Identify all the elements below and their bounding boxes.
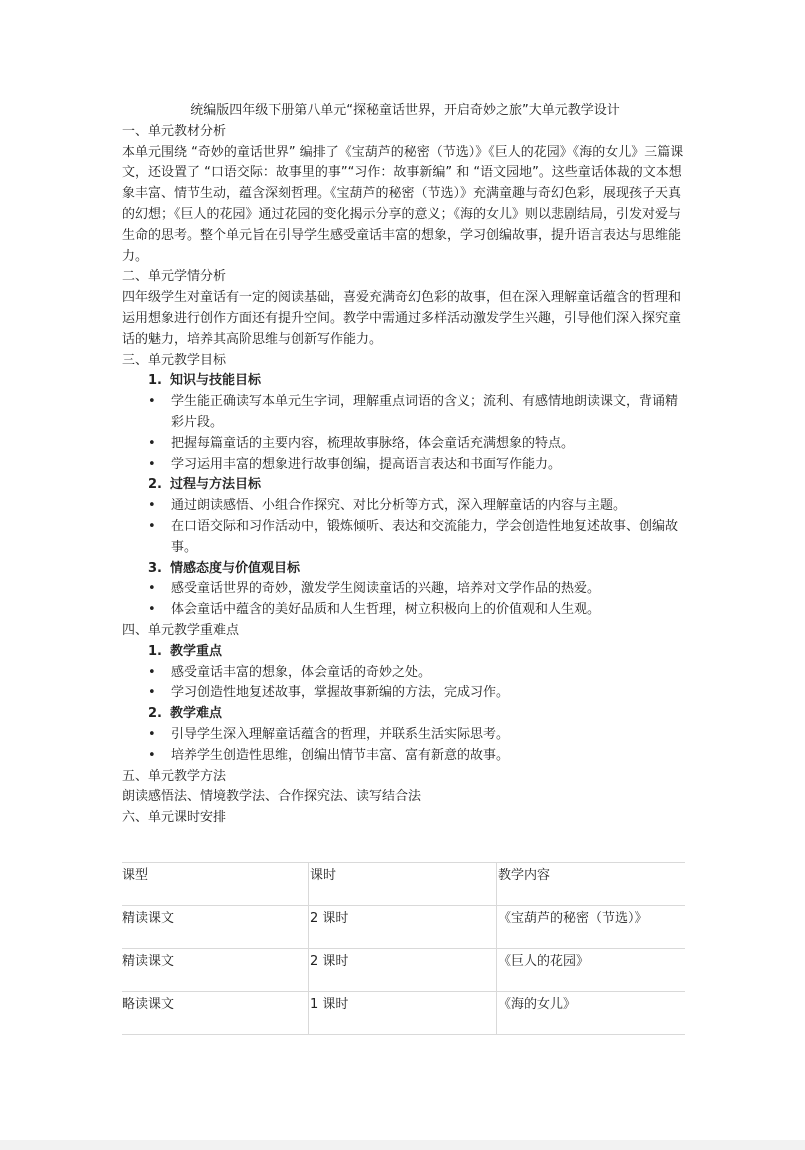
table-header-cell: 课时 [309,863,497,906]
table-cell: 2 课时 [309,949,497,992]
section-paragraph: 本单元围绕 “奇妙的童话世界” 编排了《宝葫芦的秘密（节选）》《巨人的花园》《海的女儿》三篇课文，还设置了 “口语交际：故事里的事”“习作：故事新编” 和 “语文园地”。这些童话体裁的文本想象丰富、情节生动，蕴含深刻哲理。《宝葫芦的秘密（节选）》充满童趣与奇幻色彩，展现孩子天真的幻想；《巨人的花园》通过花园的变化揭示分享的意义；《海的女儿》则以悲剧结局，引发对爱与生命的思考。整个单元旨在引导学生感受童话丰富的想象，学习创编故事，提升语言表达与思维能力。 [122,144,684,264]
document-title: 统编版四年级下册第八单元“探秘童话世界，开启奇妙之旅”大单元教学设计 [190,103,620,118]
list-item: • 在口语交际和习作活动中，锻炼倾听、表达和交流能力，学会创造性地复述故事、创编故事。 [122,517,688,559]
subheading-number: 3. [148,560,162,576]
subheading-label: 情感态度与价值观目标 [170,560,301,576]
table-cell: 《宝葫芦的秘密（节选）》 [497,906,686,949]
subheading [122,704,688,725]
table-cell: 略读课文 [122,992,309,1035]
subheading-label: 过程与方法目标 [170,477,262,493]
table-cell: 《巨人的花园》 [497,949,686,992]
list-item: • 培养学生创造性思维，创编出情节丰富、富有新意的故事。 [122,746,688,767]
table-cell: 1 课时 [309,992,497,1035]
list-item: • 体会童话中蕴含的美好品质和人生哲理，树立积极向上的价值观和人生观。 [122,600,688,621]
table-row [122,949,685,992]
bullet-list [122,579,688,621]
bullet-list [122,392,688,475]
list-item: • 感受童话世界的奇妙，激发学生阅读童话的兴趣，培养对文学作品的热爱。 [122,579,688,600]
list-item: • 学生能正确读写本单元生字词，理解重点词语的含义；流利、有感情地朗读课文，背诵精彩片段。 [122,392,688,434]
table-header-cell: 课型 [122,863,309,906]
list-item: • 通过朗读感悟、小组合作探究、对比分析等方式，深入理解童话的内容与主题。 [122,496,688,517]
section-heading: 一、单元教材分析 [122,123,227,139]
section-heading: 二、单元学情分析 [122,269,227,285]
subheading [122,475,688,496]
table-cell: 精读课文 [122,949,309,992]
section-heading: 四、单元教学重难点 [122,622,240,638]
section-paragraph: 朗读感悟法、情境教学法、合作探究法、读写结合法 [122,789,422,805]
subheading-number: 2. [148,706,162,722]
table-cell: 《海的女儿》 [497,992,686,1035]
subheading [122,642,688,663]
subheading-number: 2. [148,477,162,493]
table-header-row [122,863,685,906]
subheading-label: 教学难点 [170,706,223,722]
bullet-list [122,496,688,558]
section-heading: 五、单元教学方法 [122,768,227,784]
section-heading: 六、单元课时安排 [122,810,227,826]
section-heading: 三、单元教学目标 [122,352,227,368]
table-header-cell: 教学内容 [497,863,686,906]
document-body [122,101,688,829]
subheading [122,559,688,580]
subheading-label: 教学重点 [170,643,223,659]
list-item: • 把握每篇童话的主要内容，梳理故事脉络，体会童话充满想象的特点。 [122,434,688,455]
list-item: • 学习运用丰富的想象进行故事创编，提高语言表达和书面写作能力。 [122,455,688,476]
subheading-number: 1. [148,373,162,389]
list-item: • 感受童话丰富的想象，体会童话的奇妙之处。 [122,663,688,684]
table-cell: 精读课文 [122,906,309,949]
subheading [122,371,688,392]
subheading-number: 1. [148,643,162,659]
bullet-list [122,663,688,705]
section-paragraph: 四年级学生对童话有一定的阅读基础，喜爱充满奇幻色彩的故事，但在深入理解童话蕴含的哲理和运用想象进行创作方面还有提升空间。教学中需通过多样活动激发学生兴趣，引导他们深入探究童话的魅力，培养其高阶思维与创新写作能力。 [122,290,682,347]
schedule-table [122,862,685,1035]
bullet-list [122,725,688,767]
table-row [122,992,685,1035]
subheading-label: 知识与技能目标 [170,373,262,389]
table-cell: 2 课时 [309,906,497,949]
list-item: • 引导学生深入理解童话蕴含的哲理，并联系生活实际思考。 [122,725,688,746]
list-item: • 学习创造性地复述故事，掌握故事新编的方法，完成习作。 [122,683,688,704]
table-row [122,906,685,949]
